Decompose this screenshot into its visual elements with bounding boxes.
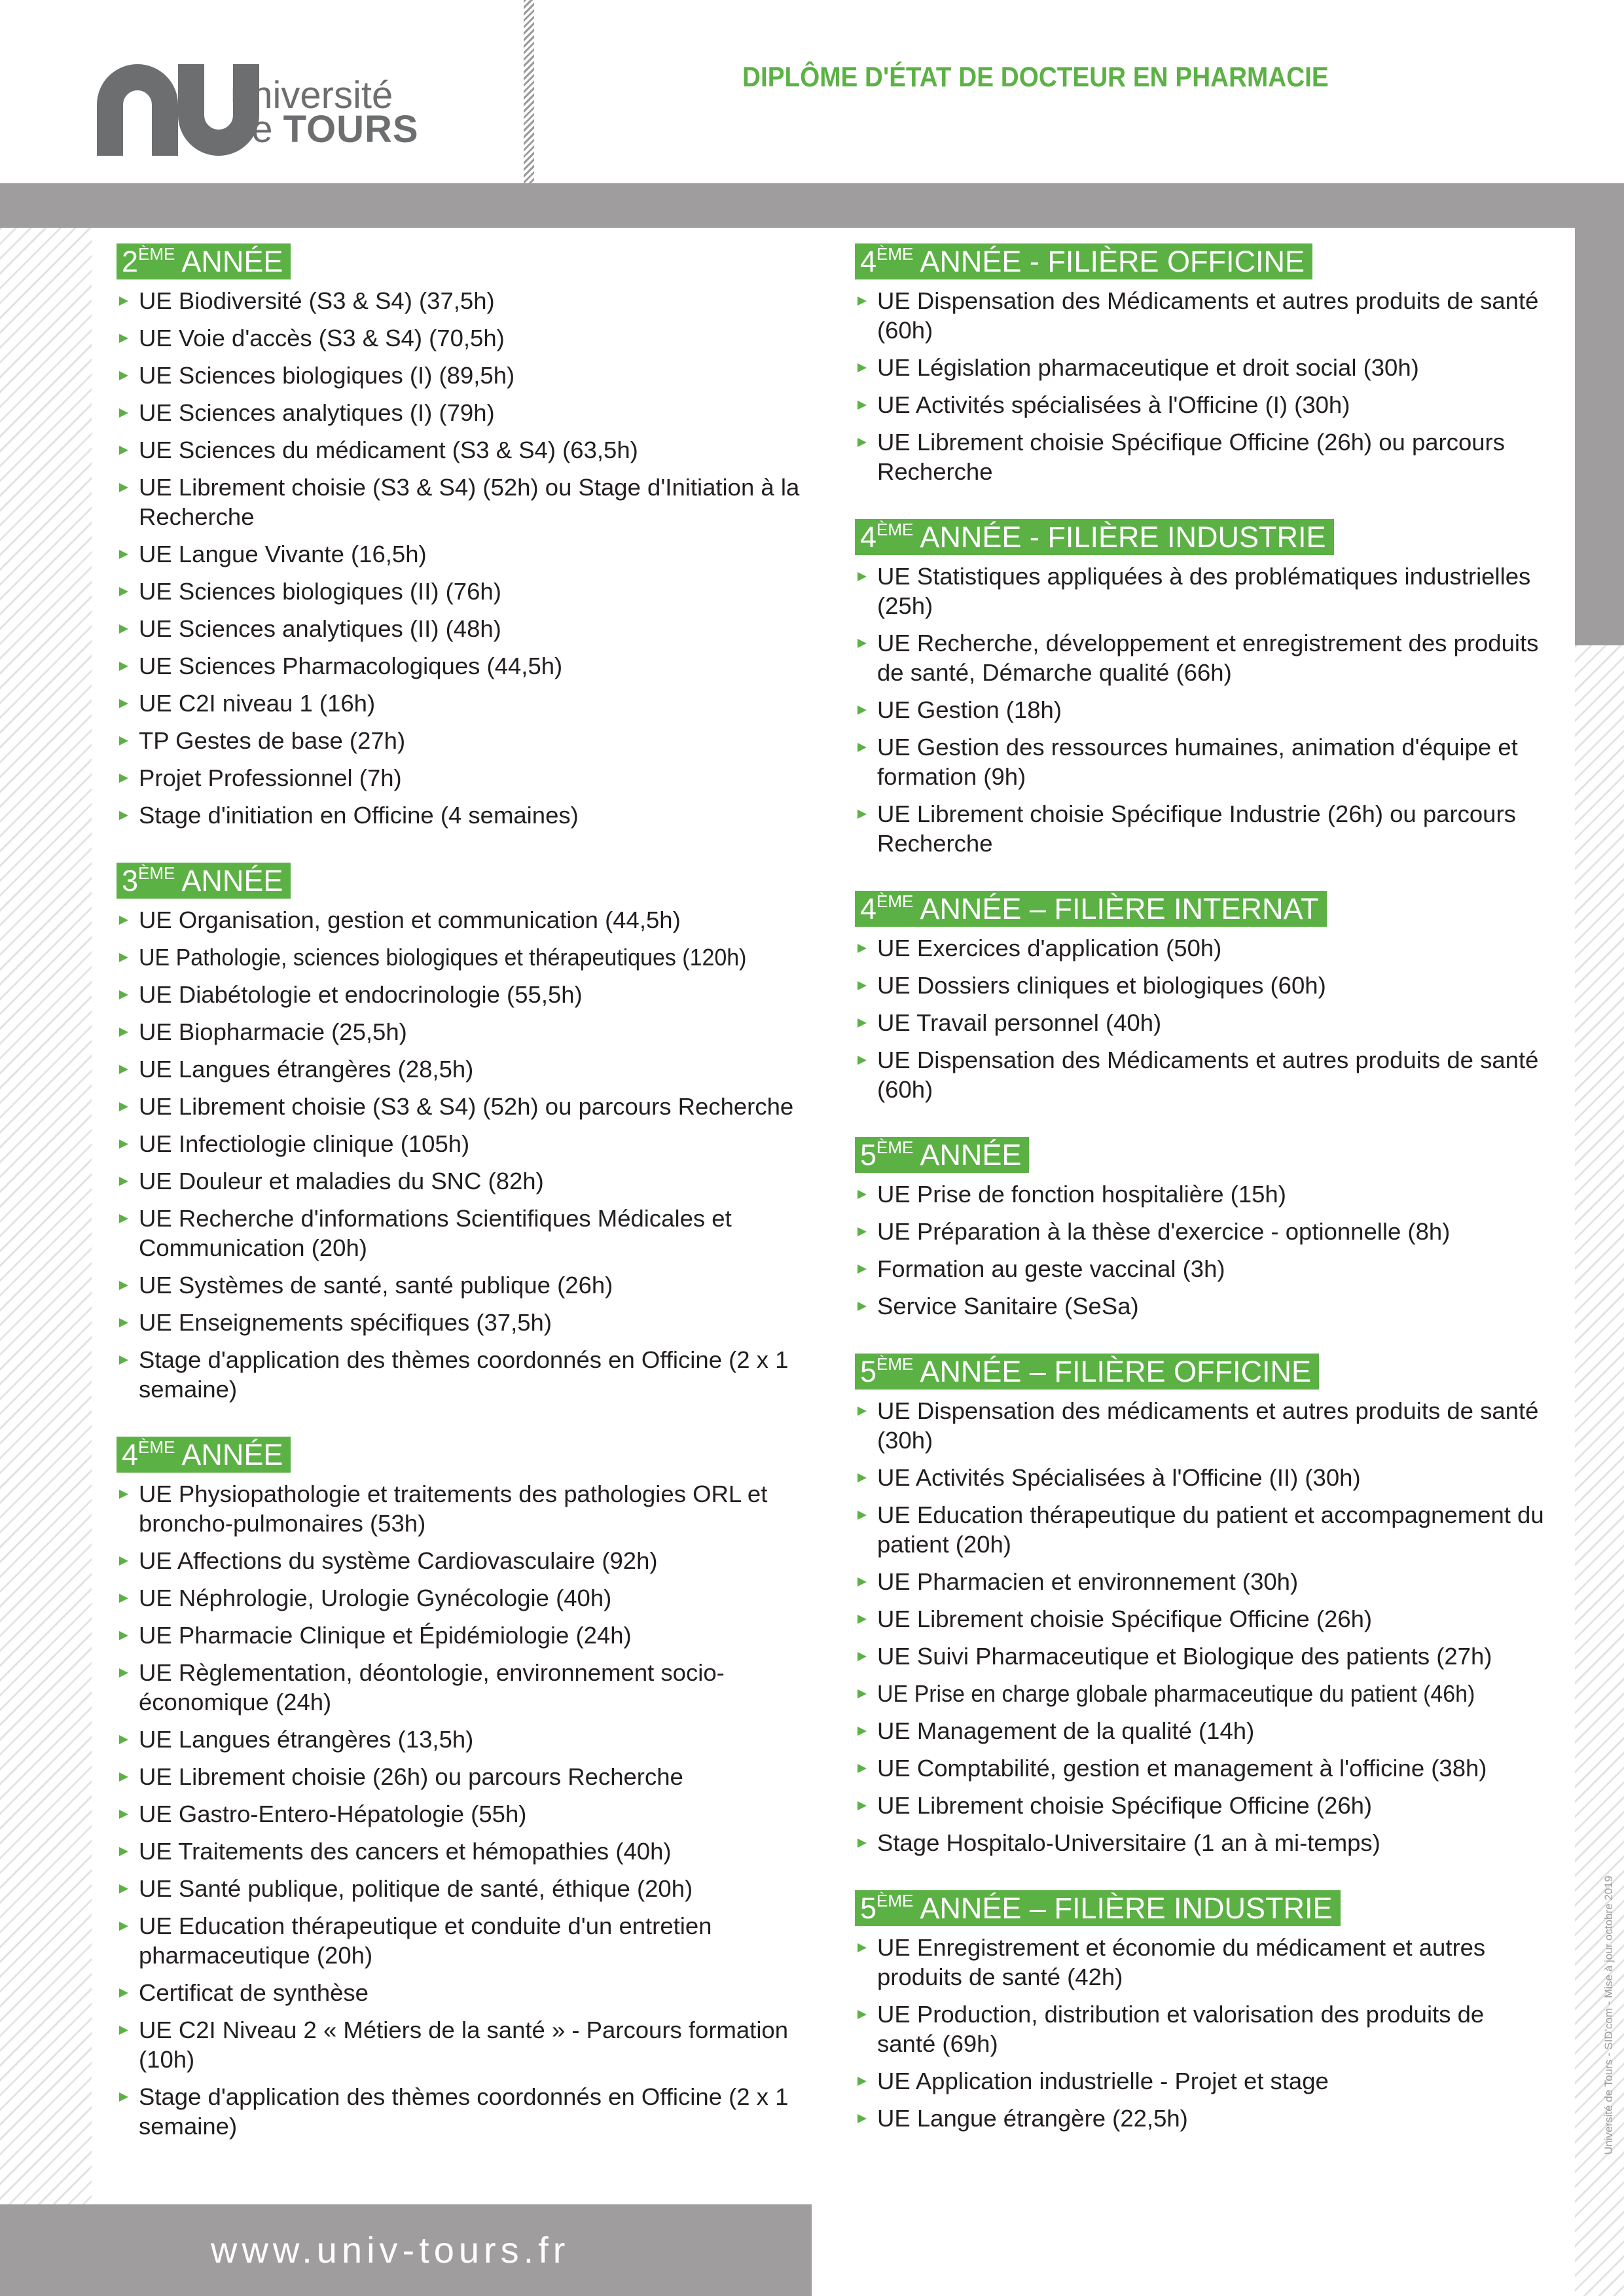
section-heading: 4ÈME ANNÉE - FILIÈRE INDUSTRIE [855, 519, 1334, 555]
course-item: Stage d'application des thèmes coordonnés en Officine (2 x 1 semaine) [117, 2082, 810, 2141]
course-item: UE Dispensation des Médicaments et autres produits de santé (60h) [855, 1045, 1549, 1104]
course-item: UE Gastro-Entero-Hépatologie (55h) [117, 1799, 810, 1829]
course-list [855, 1933, 1549, 2133]
course-item: UE Education thérapeutique du patient et accompagnement du patient (20h) [855, 1500, 1549, 1559]
course-item: UE Langues étrangères (28,5h) [117, 1054, 810, 1084]
course-item: UE Diabétologie et endocrinologie (55,5h) [117, 980, 810, 1009]
section-heading: 4ÈME ANNÉE - FILIÈRE OFFICINE [855, 243, 1312, 279]
year-section [855, 519, 1549, 858]
course-item: UE Sciences biologiques (II) (76h) [117, 577, 810, 606]
course-item: UE Biopharmacie (25,5h) [117, 1017, 810, 1047]
course-item: UE Sciences Pharmacologiques (44,5h) [117, 651, 810, 681]
header-grey-band [0, 183, 1624, 228]
course-item: UE Education thérapeutique et conduite d'un entretien pharmaceutique (20h) [117, 1911, 810, 1970]
right-hatch-border [1575, 645, 1624, 2296]
section-heading: 5ÈME ANNÉE – FILIÈRE OFFICINE [855, 1354, 1319, 1390]
course-item: UE Gestion des ressources humaines, animation d'équipe et formation (9h) [855, 732, 1549, 791]
course-item: UE Dispensation des médicaments et autres produits de santé (30h) [855, 1396, 1549, 1455]
year-section [117, 1437, 810, 2141]
course-item: UE Gestion (18h) [855, 695, 1549, 725]
course-item: UE Langue Vivante (16,5h) [117, 539, 810, 569]
course-item: UE Application industrielle - Projet et stage [855, 2066, 1549, 2096]
course-list [117, 286, 810, 830]
footer-website-link[interactable]: www.univ-tours.fr [211, 2229, 570, 2270]
page-title: DIPLÔME D'ÉTAT DE DOCTEUR EN PHARMACIE [742, 62, 1329, 93]
section-heading: 5ÈME ANNÉE [855, 1137, 1029, 1173]
course-item: UE Librement choisie Spécifique Officine (26h) [855, 1604, 1549, 1634]
right-grey-tab [1575, 228, 1624, 645]
course-item: UE Dispensation des Médicaments et autres produits de santé (60h) [855, 286, 1549, 345]
side-credit-note: Université de Tours - SID'com - Mise à jour octobre 2019 [1602, 1875, 1615, 2155]
course-item: UE Douleur et maladies du SNC (82h) [117, 1166, 810, 1196]
year-section [855, 1137, 1549, 1321]
course-item: Stage d'application des thèmes coordonnés en Officine (2 x 1 semaine) [117, 1345, 810, 1404]
year-section [117, 863, 810, 1404]
course-item: UE Travail personnel (40h) [855, 1008, 1549, 1037]
course-list [855, 1179, 1549, 1321]
right-column [855, 243, 1549, 2166]
course-item: UE Comptabilité, gestion et management à l'officine (38h) [855, 1753, 1549, 1783]
course-item: UE Organisation, gestion et communication (44,5h) [117, 905, 810, 935]
course-item: UE Production, distribution et valorisation des produits de santé (69h) [855, 2000, 1549, 2058]
course-item: Service Sanitaire (SeSa) [855, 1291, 1549, 1321]
section-heading: 4ÈME ANNÉE [117, 1437, 291, 1473]
course-list [117, 1479, 810, 2141]
section-heading: 3ÈME ANNÉE [117, 863, 291, 899]
course-item: Certificat de synthèse [117, 1978, 810, 2007]
year-section [855, 891, 1549, 1104]
course-item: UE Pharmacien et environnement (30h) [855, 1567, 1549, 1596]
course-item: Stage d'initiation en Officine (4 semaines) [117, 800, 810, 830]
course-list [117, 905, 810, 1404]
course-item: UE Enregistrement et économie du médicament et autres produits de santé (42h) [855, 1933, 1549, 1992]
course-item: UE Librement choisie (S3 & S4) (52h) ou Stage d'Initiation à la Recherche [117, 473, 810, 531]
logo-text-universite: université [230, 74, 393, 117]
course-item: Projet Professionnel (7h) [117, 763, 810, 793]
course-item: UE C2I Niveau 2 « Métiers de la santé » - Parcours formation (10h) [117, 2015, 810, 2074]
logo-text-tours: de TOURS [230, 108, 419, 151]
course-item: UE Prise en charge globale pharmaceutique du patient (46h) [855, 1679, 1549, 1708]
course-item: UE Recherche, développement et enregistrement des produits de santé, Démarche qualité (66h) [855, 628, 1549, 687]
course-item: UE Traitements des cancers et hémopathies (40h) [117, 1837, 810, 1866]
course-item: TP Gestes de base (27h) [117, 726, 810, 755]
left-column [117, 243, 810, 2174]
year-section [117, 243, 810, 830]
section-heading: 4ÈME ANNÉE – FILIÈRE INTERNAT [855, 891, 1327, 927]
course-item: UE Sciences du médicament (S3 & S4) (63,5h) [117, 435, 810, 465]
section-heading: 2ÈME ANNÉE [117, 243, 291, 279]
course-item: UE Infectiologie clinique (105h) [117, 1129, 810, 1158]
course-item: Stage Hospitalo-Universitaire (1 an à mi-temps) [855, 1828, 1549, 1857]
course-item: UE Exercices d'application (50h) [855, 933, 1549, 963]
course-item: UE Management de la qualité (14h) [855, 1716, 1549, 1746]
course-item: UE Sciences analytiques (II) (48h) [117, 614, 810, 643]
course-item: UE Sciences biologiques (I) (89,5h) [117, 361, 810, 390]
course-item: UE Statistiques appliquées à des problématiques industrielles (25h) [855, 562, 1549, 620]
course-list [855, 933, 1549, 1104]
course-item: UE Activités spécialisées à l'Officine (I) (30h) [855, 390, 1549, 420]
course-item: UE Systèmes de santé, santé publique (26h) [117, 1270, 810, 1300]
course-item: UE Langues étrangères (13,5h) [117, 1725, 810, 1754]
course-list [855, 562, 1549, 858]
course-item: UE C2I niveau 1 (16h) [117, 689, 810, 718]
year-section [855, 243, 1549, 486]
course-item: UE Voie d'accès (S3 & S4) (70,5h) [117, 323, 810, 353]
course-item: UE Activités Spécialisées à l'Officine (II) (30h) [855, 1463, 1549, 1492]
course-item: UE Librement choisie (26h) ou parcours Recherche [117, 1762, 810, 1791]
course-item: UE Librement choisie (S3 & S4) (52h) ou parcours Recherche [117, 1092, 810, 1121]
year-section [855, 1354, 1549, 1857]
course-item: UE Recherche d'informations Scientifiques Médicales et Communication (20h) [117, 1204, 810, 1263]
course-item: UE Langue étrangère (22,5h) [855, 2104, 1549, 2133]
course-item: Formation au geste vaccinal (3h) [855, 1254, 1549, 1283]
course-item: UE Suivi Pharmaceutique et Biologique des patients (27h) [855, 1641, 1549, 1671]
header-hatch-divider [524, 0, 534, 183]
course-list [855, 1396, 1549, 1857]
section-heading: 5ÈME ANNÉE – FILIÈRE INDUSTRIE [855, 1890, 1341, 1926]
course-item: UE Biodiversité (S3 & S4) (37,5h) [117, 286, 810, 315]
course-item: UE Librement choisie Spécifique Officine (26h) ou parcours Recherche [855, 427, 1549, 486]
course-item: UE Physiopathologie et traitements des pathologies ORL et broncho-pulmonaires (53h) [117, 1479, 810, 1538]
course-item: UE Librement choisie Spécifique Industrie (26h) ou parcours Recherche [855, 799, 1549, 858]
course-item: UE Législation pharmaceutique et droit social (30h) [855, 353, 1549, 382]
course-item: UE Pathologie, sciences biologiques et thérapeutiques (120h) [117, 942, 810, 972]
course-list [855, 286, 1549, 486]
year-section [855, 1890, 1549, 2133]
course-item: UE Prise de fonction hospitalière (15h) [855, 1179, 1549, 1209]
course-item: UE Santé publique, politique de santé, éthique (20h) [117, 1874, 810, 1903]
course-item: UE Enseignements spécifiques (37,5h) [117, 1308, 810, 1337]
course-item: UE Affections du système Cardiovasculaire (92h) [117, 1546, 810, 1575]
course-item: UE Dossiers cliniques et biologiques (60h) [855, 971, 1549, 1000]
course-item: UE Néphrologie, Urologie Gynécologie (40h) [117, 1583, 810, 1613]
course-item: UE Pharmacie Clinique et Épidémiologie (24h) [117, 1621, 810, 1650]
course-item: UE Préparation à la thèse d'exercice - optionnelle (8h) [855, 1217, 1549, 1246]
course-item: UE Librement choisie Spécifique Officine (26h) [855, 1791, 1549, 1820]
course-item: UE Sciences analytiques (I) (79h) [117, 398, 810, 427]
course-item: UE Règlementation, déontologie, environnement socio-économique (24h) [117, 1658, 810, 1717]
